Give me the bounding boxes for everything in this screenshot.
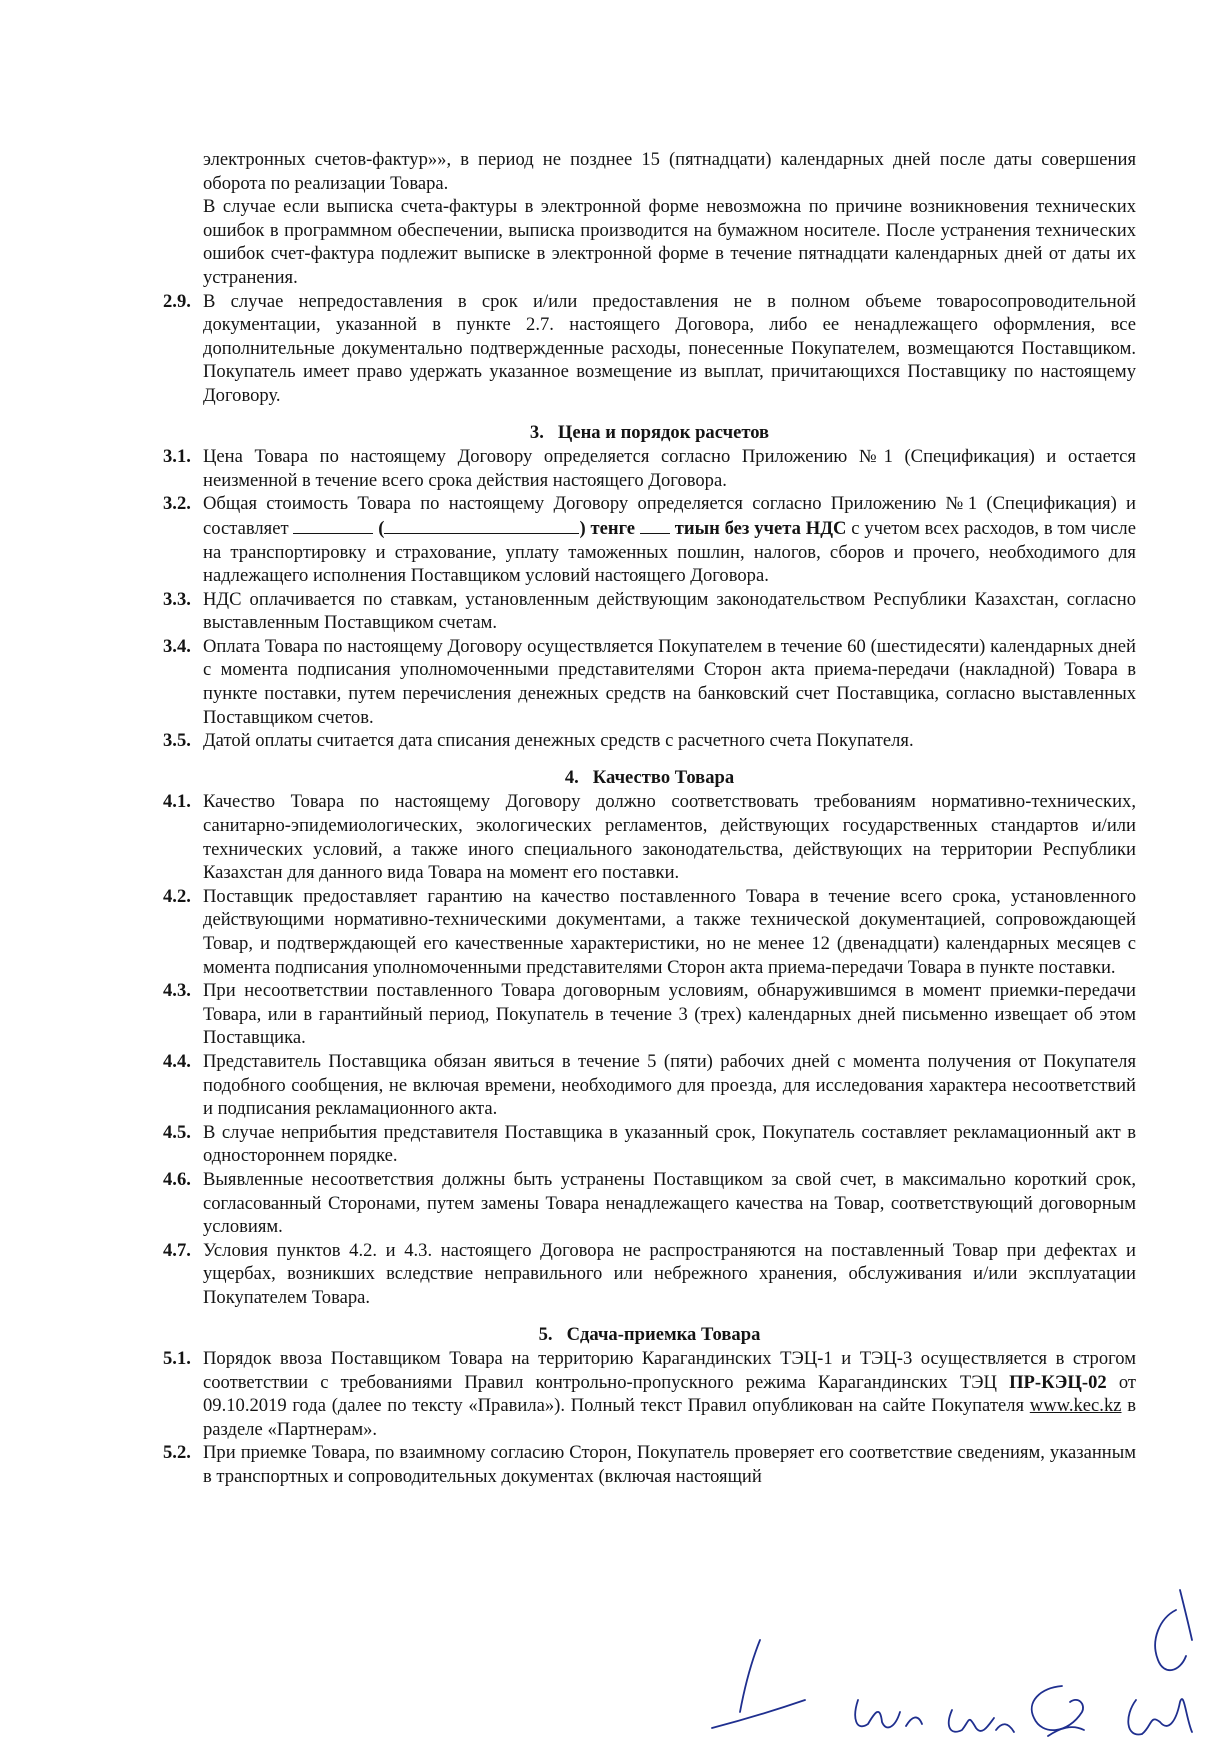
clause-text: Общая стоимость Товара по настоящему Договору определяется согласно Приложению №1 (Спецификация) и составляет — [203, 493, 1136, 539]
signature-6 — [1155, 1590, 1192, 1670]
clause-text: Поставщик предоставляет гарантию на качество поставленного Товара в течение всего срока, установленного действующими нормативно-техническими документами, а также технической документацией, сопровождающей Товар, и подтверждающей его качественные характеристики, но не менее 12 (двенадцати) календарных месяцев с момента подписания уполномоченными представителями Сторон акта приема-передачи Товара в пункте поставки. — [203, 885, 1136, 978]
clause-number: 2.9. — [163, 290, 191, 312]
clause-text: При несоответствии поставленного Товара договорным условиям, обнаружившимся в момент приемки-передачи Товара, или в гарантийный период, Покупатель в течение 3 (трех) календарных дней письменно извещает об этом Поставщика. — [203, 980, 1136, 1049]
clause-4-1 — [163, 790, 1136, 884]
clause-3-2 — [163, 492, 1136, 587]
clause-text: Качество Товара по настоящему Договору должно соответствовать требованиям нормативно-технических, санитарно-эпидемиологических, экологических регламентов, действующих государственных стандартов и/или технических условий, а также иного специального законодательства, действующих на территории Республики Казахстан для данного вида Товара на момент его поставки. — [203, 791, 1136, 884]
clause-text: Представитель Поставщика обязан явиться в течение 5 (пяти) рабочих дней с момента получения от Покупателя подобного сообщения, не включая времени, необходимого для проезда, для исследования характера несоответствий и подписания рекламационного акта. — [203, 1050, 1136, 1120]
section-5-heading — [163, 1323, 1136, 1347]
section-title: Цена и порядок расчетов — [557, 421, 770, 443]
clause-text: В случае непредоставления в срок и/или предоставления не в полном объеме товаросопроводительной документации, указанной в пункте 2.7. настоящего Договора, либо ее ненадлежащего оформления, все дополнительные документально подтвержденные расходы, понесенные Покупателем, возмещаются Поставщиком. Покупатель имеет право удержать указанное возмещение из выплат, причитающихся Поставщику по настоящему Договору. — [203, 290, 1136, 406]
section-number: 5. — [538, 1323, 553, 1345]
website-link[interactable]: www.kec.kz — [1029, 1395, 1122, 1417]
clause-3-3 — [163, 588, 1136, 635]
signature-1 — [712, 1640, 805, 1728]
clause-number: 3.2. — [163, 493, 191, 515]
clause-text: Цена Товара по настоящему Договору определяется согласно Приложению №1 (Спецификация) и остается неизменной в течение всего срока действия настоящего Договора. — [203, 446, 1136, 491]
clause-text-continued: от 09.10.2019 года (далее по тексту «Правила»). Полный текст Правил опубликован на сайте Покупателя — [203, 1371, 1137, 1417]
clause-4-3 — [163, 979, 1136, 1050]
signature-5 — [1128, 1699, 1192, 1734]
clause-number: 4.5. — [163, 1121, 191, 1143]
clause-text-end: в разделе «Партнерам». — [203, 1395, 1136, 1440]
clause-5-1 — [163, 1347, 1136, 1441]
clause-5-2 — [163, 1441, 1136, 1488]
tiyn-blank — [640, 516, 670, 534]
section-title: Сдача-приемка Товара — [566, 1323, 761, 1345]
clause-number: 4.3. — [163, 980, 191, 1002]
clause-text: Датой оплаты считается дата списания денежных средств с расчетного счета Покупателя. — [203, 730, 914, 752]
tiyn-vat-text: тиын без учета НДС — [674, 517, 847, 539]
clause-text: Условия пунктов 4.2. и 4.3. настоящего Договора не распространяются на поставленный Товар при дефектах и ущербах, возникших вследствие неправильного или небрежного хранения, обслуживания и/или эксплуатации Покупателем Товара. — [203, 1239, 1136, 1308]
signature-4 — [1032, 1686, 1084, 1736]
section-number: 4. — [564, 766, 579, 788]
signature-3 — [949, 1710, 1014, 1732]
clause-3-1 — [163, 445, 1136, 492]
paren-open: ( — [378, 517, 385, 539]
amount-words-blank — [384, 516, 579, 534]
section-3-heading — [163, 421, 1136, 445]
clause-number: 5.1. — [163, 1348, 191, 1370]
section-title: Качество Товара — [592, 766, 735, 788]
intro-paragraph-1: электронных счетов-фактур»», в период не позднее 15 (пятнадцати) календарных дней после даты совершения оборота по реализации Товара. — [203, 149, 1136, 194]
clause-number: 3.4. — [163, 635, 191, 657]
clause-text: Порядок ввоза Поставщиком Товара на территорию Карагандинских ТЭЦ-1 и ТЭЦ-3 осуществляется в строгом соответствии с требованиями Правил контрольно-пропускного режима Карагандинских ТЭЦ — [203, 1348, 1136, 1393]
clause-text: Выявленные несоответствия должны быть устранены Поставщиком за свой счет, в максимально короткий срок, согласованный Сторонами, путем замены Товара ненадлежащего качества на Товар, соответствующий договорным условиям. — [203, 1168, 1136, 1238]
clause-number: 4.4. — [163, 1050, 191, 1072]
clause-number: 3.1. — [163, 446, 191, 468]
clause-number: 3.3. — [163, 588, 191, 610]
clause-2-9 — [163, 290, 1136, 408]
clause-number: 5.2. — [163, 1442, 191, 1464]
clause-4-5 — [163, 1121, 1136, 1168]
document-body — [163, 148, 1136, 1489]
clause-4-6 — [163, 1168, 1136, 1239]
signature-2 — [855, 1700, 922, 1727]
clause-text: При приемке Товара, по взаимному согласию Сторон, Покупатель проверяет его соответствие сведениям, указанным в транспортных и сопроводительных документах (включая настоящий — [203, 1442, 1136, 1488]
clause-number: 4.7. — [163, 1239, 191, 1261]
amount-blank — [293, 516, 373, 534]
clause-4-7 — [163, 1239, 1136, 1310]
currency-tenge: ) тенге — [579, 517, 636, 539]
clause-3-4 — [163, 635, 1136, 729]
intro-paragraph-2: В случае если выписка счета-фактуры в электронной форме невозможна по причине возникновения технических ошибок в программном обеспечении, выписка производится на бумажном носителе. После устранения технических ошибок счет-фактура подлежит выписке в электронной форме в течение пятнадцати календарных дней от даты их устранения. — [203, 196, 1136, 288]
clause-text: В случае неприбытия представителя Поставщика в указанный срок, Покупатель составляет рекламационный акт в одностороннем порядке. — [203, 1121, 1136, 1167]
section-number: 3. — [529, 421, 544, 443]
clause-4-2 — [163, 885, 1136, 979]
clause-number: 4.1. — [163, 791, 191, 813]
clause-text: НДС оплачивается по ставкам, установленным действующим законодательством Республики Казахстан, согласно выставленным Поставщиком счетам. — [203, 588, 1136, 634]
clause-3-5 — [163, 729, 1136, 753]
clause-text: Оплата Товара по настоящему Договору осуществляется Покупателем в течение 60 (шестидесяти) календарных дней с момента подписания уполномоченными представителями Сторон акта приема-передачи (накладной) Товара в пункте поставки, путем перечисления денежных средств на банковский счет Поставщика, согласно выставленных Поставщиком счетов. — [203, 635, 1136, 728]
clause-number: 4.2. — [163, 885, 191, 907]
section-4-heading — [163, 766, 1136, 790]
clause-number: 4.6. — [163, 1168, 191, 1190]
clause-4-4 — [163, 1050, 1136, 1121]
clause-number: 3.5. — [163, 730, 191, 752]
rules-code: ПР-КЭЦ-02 — [1009, 1371, 1107, 1393]
clause-text-continued: с учетом всех расходов, в том числе на транспортировку и страхование, уплату таможенных пошлин, налогов, сборов и прочего, необходимого для надлежащего исполнения Поставщиком условий настоящего Договора. — [203, 517, 1136, 587]
